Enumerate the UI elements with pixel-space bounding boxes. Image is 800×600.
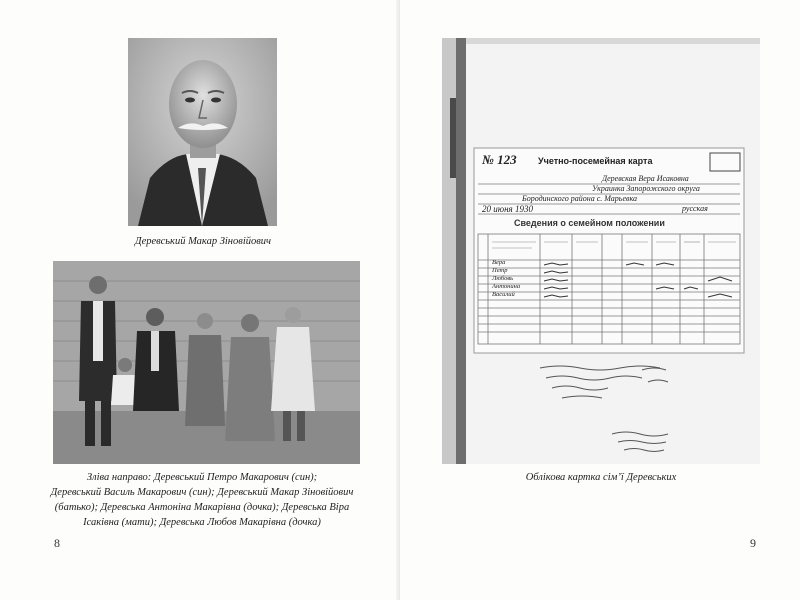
family-name: Любовь <box>492 275 514 282</box>
page-number-left: 8 <box>54 536 60 550</box>
caption-line: Деревський Василь Макарович (син); Деревський Макар Зіновійович <box>50 487 354 498</box>
card-number: № 123 <box>482 152 517 167</box>
family-group-photo <box>53 261 360 464</box>
portrait-caption: Деревський Макар Зіновійович <box>134 236 272 247</box>
registration-card-scan <box>442 38 760 464</box>
right-page <box>400 0 800 600</box>
portrait-photo <box>128 38 277 226</box>
page-number-right: 9 <box>750 536 756 550</box>
card-title: Учетно-посемейная карта <box>538 156 653 166</box>
caption-line: Зліва направо: Деревський Петро Макарович (син); <box>86 472 318 483</box>
family-names-column <box>492 259 520 299</box>
family-photo-caption <box>22 470 382 530</box>
caption-line: Ісаківна (мати); Деревська Любов Макарівна (дочка) <box>83 517 321 528</box>
card-row2: Украинка Запорожского округа <box>592 184 700 193</box>
card-nation: русская <box>682 204 708 213</box>
card-date: 20 июня 1930 <box>482 204 533 214</box>
family-name: Антонина <box>492 283 521 290</box>
card-section-title: Сведения о семейном положении <box>514 218 665 228</box>
family-name: Петр <box>492 267 508 274</box>
card-row3: Бородинского района с. Марьевка <box>522 194 638 203</box>
caption-line: (батько); Деревська Антоніна Макарівна (дочка); Деревська Віра <box>54 502 350 513</box>
family-name: Василий <box>492 291 515 298</box>
card-caption: Облікова картка сім’ї Деревських <box>525 472 677 483</box>
card-name: Деревская Вера Исаковна <box>602 174 689 183</box>
family-name: Вера <box>492 259 506 266</box>
